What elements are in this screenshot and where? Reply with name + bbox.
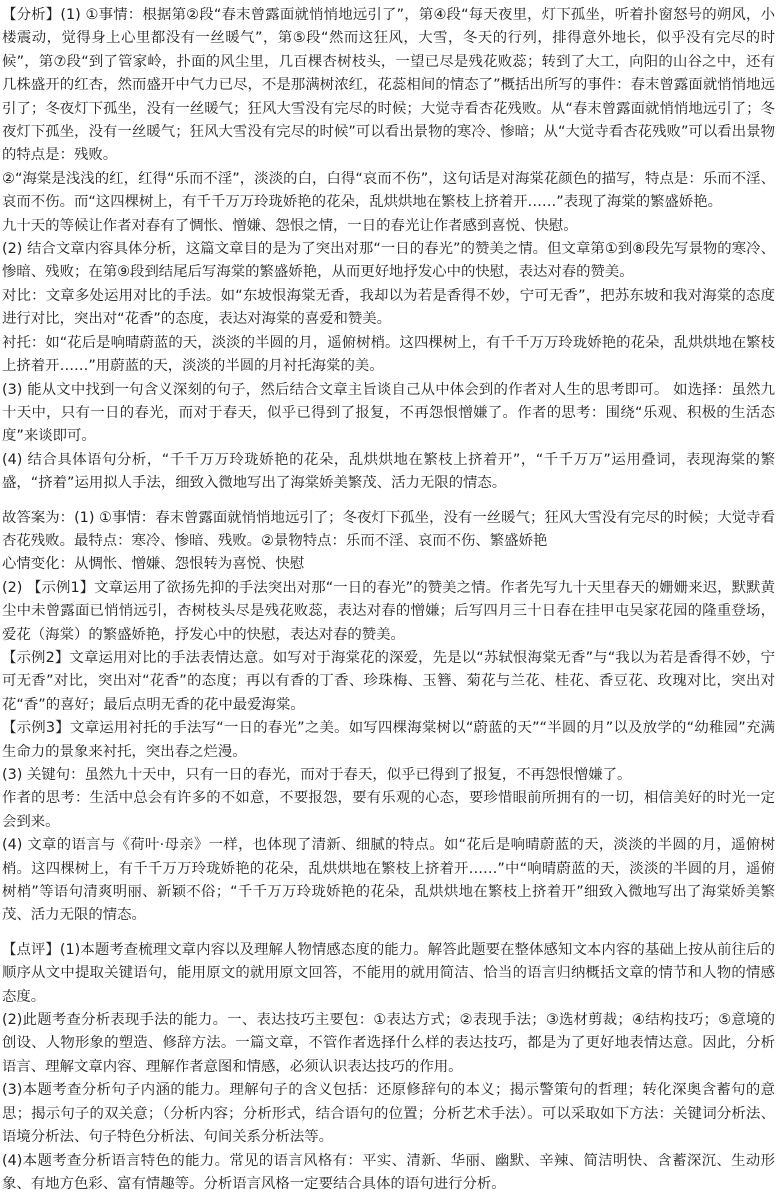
comment-paragraph-2: (2)此题考查分析表现手法的能力。一、表达技巧主要包：①表达方式；②表现手法；③选材剪裁；④结构技巧；⑤意境的创设、人物形象的塑造、修辞方法。一篇文章，不管作者选择什么样的表达技巧，都是为了更好地表情达意。因此，分析语言、理解文章内容、理解作者意图和情感，必须认识表达技巧的作用。 (2, 1012, 775, 1075)
analysis-paragraph-3: 九十天的等候让作者对春有了惆怅、憎嫌、怨恨之情，一日的春光让作者感到喜悦、快慰。 (2, 217, 578, 234)
answer-paragraph-2: 心情变化：从惆怅、憎嫌、怨恨转为喜悦、快慰 (2, 556, 305, 573)
analysis-paragraph-5: 对比：文章多处运用对比的手法。如“东坡恨海棠无香，我却以为若是香得不妙，宁可无香”，把苏东坡和我对海棠的态度进行对比，突出对“花香”的态度，表达对海棠的喜爱和赞美。 (2, 287, 775, 328)
answer-paragraph-6: (3) 关键句：虽然九十天中，只有一日的春光，而对于春天，似乎已得到了报复，不再怨恨憎嫌了。 (2, 767, 632, 783)
analysis-paragraph-6: 衬托：如“花后是响晴蔚蓝的天，淡淡的半圆的月，遥俯树梢。这四棵树上，有千千万万玲珑娇艳的花朵，乱烘烘地在繁枝上挤着开……”用蔚蓝的天，淡淡的半圆的月衬托海棠的美。 (2, 334, 775, 375)
answer-paragraph-7: 作者的思考：生活中总会有许多的不如意，不要报怨，要有乐观的心态，要珍惜眼前所拥有的一切，相信美好的时光一定会到来。 (2, 790, 775, 830)
analysis-paragraph-4: (2) 结合文章内容具体分析，这篇文章目的是为了突出对那“一日的春光”的赞美之情。但文章第①到⑧段先写景物的寒冷、惨暗、残败；在第⑨段到结尾后写海棠的繁盛娇艳，从而更好地抒发心中的快慰，表达对春的赞美。 (2, 241, 775, 281)
comment-section (2, 939, 775, 1196)
analysis-paragraph-1: 【分析】(1) ①事情：根据第②段“春末曾露面就悄悄地远引了”，第④段“每天夜里，灯下孤坐，听着扑窗怒号的朔风，小楼震动，觉得身上心里都没有一丝暖气”，第⑤段“然而这狂风，大雪，冬天的行列，排得意外地长，似乎没有完尽的时候”，第⑦段“到了管家岭，扑面的风尘里，几百棵杏树枝头，一望已尽是残花败蕊；转到了大工，向阳的山谷之中，还有几株盛开的红杏，然而盛开中气力已尽，不是那满树浓红，花蕊相间的情态了”概括出所写的事件：春末曾露面就悄悄地远引了；冬夜灯下孤坐，没有一丝暖气；狂风大雪没有完尽的时候；大觉寺看杏花残败。从“春末曾露面就悄悄地远引了；冬夜灯下孤坐，没有一丝暖气；狂风大雪没有完尽的时候”可以看出景物的寒冷、惨暗；从“大觉寺看杏花残败”可以看出景物的特点是：残败。 (2, 7, 775, 164)
answer-paragraph-5: 【示例3】文章运用衬托的手法写“一日的春光”之美。如写四棵海棠树以“蔚蓝的天”“半圆的月”以及放学的“幼稚园”充满生命力的景象来衬托，突出春之烂漫。 (2, 720, 775, 760)
answer-paragraph-4: 【示例2】文章运用对比的手法表情达意。如写对于海棠花的深爱，先是以“苏轼恨海棠无香”与“我以为若是香得不妙，宁可无香”对比，突出对“花香”的态度；再以有香的丁香、珍珠梅、玉簪、菊花与兰花、桂花、香豆花、玫瑰对比，突出对花“香”的喜好；最后点明无香的花中最爱海棠。 (2, 649, 775, 713)
comment-paragraph-1: 【点评】(1)本题考查梳理文章内容以及理解人物情感态度的能力。解答此题要在整体感知文本内容的基础上按从前往后的顺序从文中提取关键语句，能用原文的就用原文回答，不能用的就用简洁、恰当的语言归纳概括文章的情节和人物的情感态度。 (2, 941, 775, 1005)
comment-paragraph-4: (4)本题考查分析语言特色的能力。常见的语言风格有：平实、清新、华丽、幽默、辛辣、简洁明快、含蓄深沉、生动形象、有地方色彩、富有情趣等。分析语言风格一定要结合具体的语句进行分析。 (2, 1152, 775, 1192)
analysis-paragraph-7: (3) 能从文中找到一句含义深刻的句子，然后结合文章主旨谈自己从中体会到的作者对人生的思考即可。 如选择：虽然九十天中，只有一日的春光，而对于春天，似乎已得到了报复，不再怨恨憎嫌了。作者的思考：围绕“乐观、积极的生活态度”来谈即可。 (2, 381, 775, 445)
analysis-paragraph-8: (4) 结合具体语句分析，“千千万万玲珑娇艳的花朵，乱烘烘地在繁枝上挤着开”，“千千万万”运用叠词，表现海棠的繁盛，“挤着”运用拟人手法，细致入微地写出了海棠娇美繁茂、活力无限的情态。 (2, 451, 775, 492)
answer-section (2, 507, 775, 928)
answer-paragraph-1: 故答案为：(1) ①事情：春末曾露面就悄悄地远引了；冬夜灯下孤坐，没有一丝暖气；狂风大雪没有完尽的时候；大觉寺看杏花残败。最特点：寒冷、惨暗、残败。②景物特点：乐而不淫、哀而不伤、繁盛娇艳 (2, 509, 775, 549)
answer-paragraph-8: (4) 文章的语言与《荷叶·母亲》一样，也体现了清新、细腻的特点。如“花后是响晴蔚蓝的天，淡淡的半圆的月，遥俯树梢。这四棵树上，有千千万万玲珑娇艳的花朵，乱烘烘地在繁枝上挤着开……”中“响晴蔚蓝的天，淡淡的半圆的月，遥俯树梢”等语句清爽明丽、新颖不俗；“千千万万玲珑娇艳的花朵，乱烘烘地在繁枝上挤着开”细致入微地写出了海棠娇美繁茂、活力无限的情态。 (2, 837, 775, 924)
analysis-section (2, 4, 775, 496)
analysis-paragraph-2: ②“海棠是浅浅的红，红得“乐而不淫”，淡淡的白，白得“哀而不伤”，这句话是对海棠花颜色的描写，特点是：乐而不淫、哀而不伤。而“这四棵树上，有千千万万玲珑娇艳的花朵，乱烘烘地在繁枝上挤着开……”表现了海棠的繁盛娇艳。 (2, 170, 775, 211)
answer-paragraph-3: (2) 【示例1】文章运用了欲扬先抑的手法突出对那“一日的春光”的赞美之情。作者先写九十天里春天的姗姗来迟，默默黄尘中未曾露面已悄悄远引，杏树枝头尽是残花败蕊，表达对春的憎嫌；后写四月三十日春在挂甲屯吴家花园的隆重登场，爱花（海棠）的繁盛娇艳，抒发心中的快慰，表达对春的赞美。 (2, 579, 775, 643)
comment-paragraph-3: (3)本题考查分析句子内涵的能力。理解句子的含义包括：还原修辞句的本义；揭示警策句的哲理；转化深奥含蓄句的意思；揭示句子的双关意；（分析内容；分析形式，结合语句的位置；分析艺术手法）。可以采取如下方法：关键词分析法、语境分析法、句子特色分析法、句间关系分析法等。 (2, 1082, 775, 1146)
